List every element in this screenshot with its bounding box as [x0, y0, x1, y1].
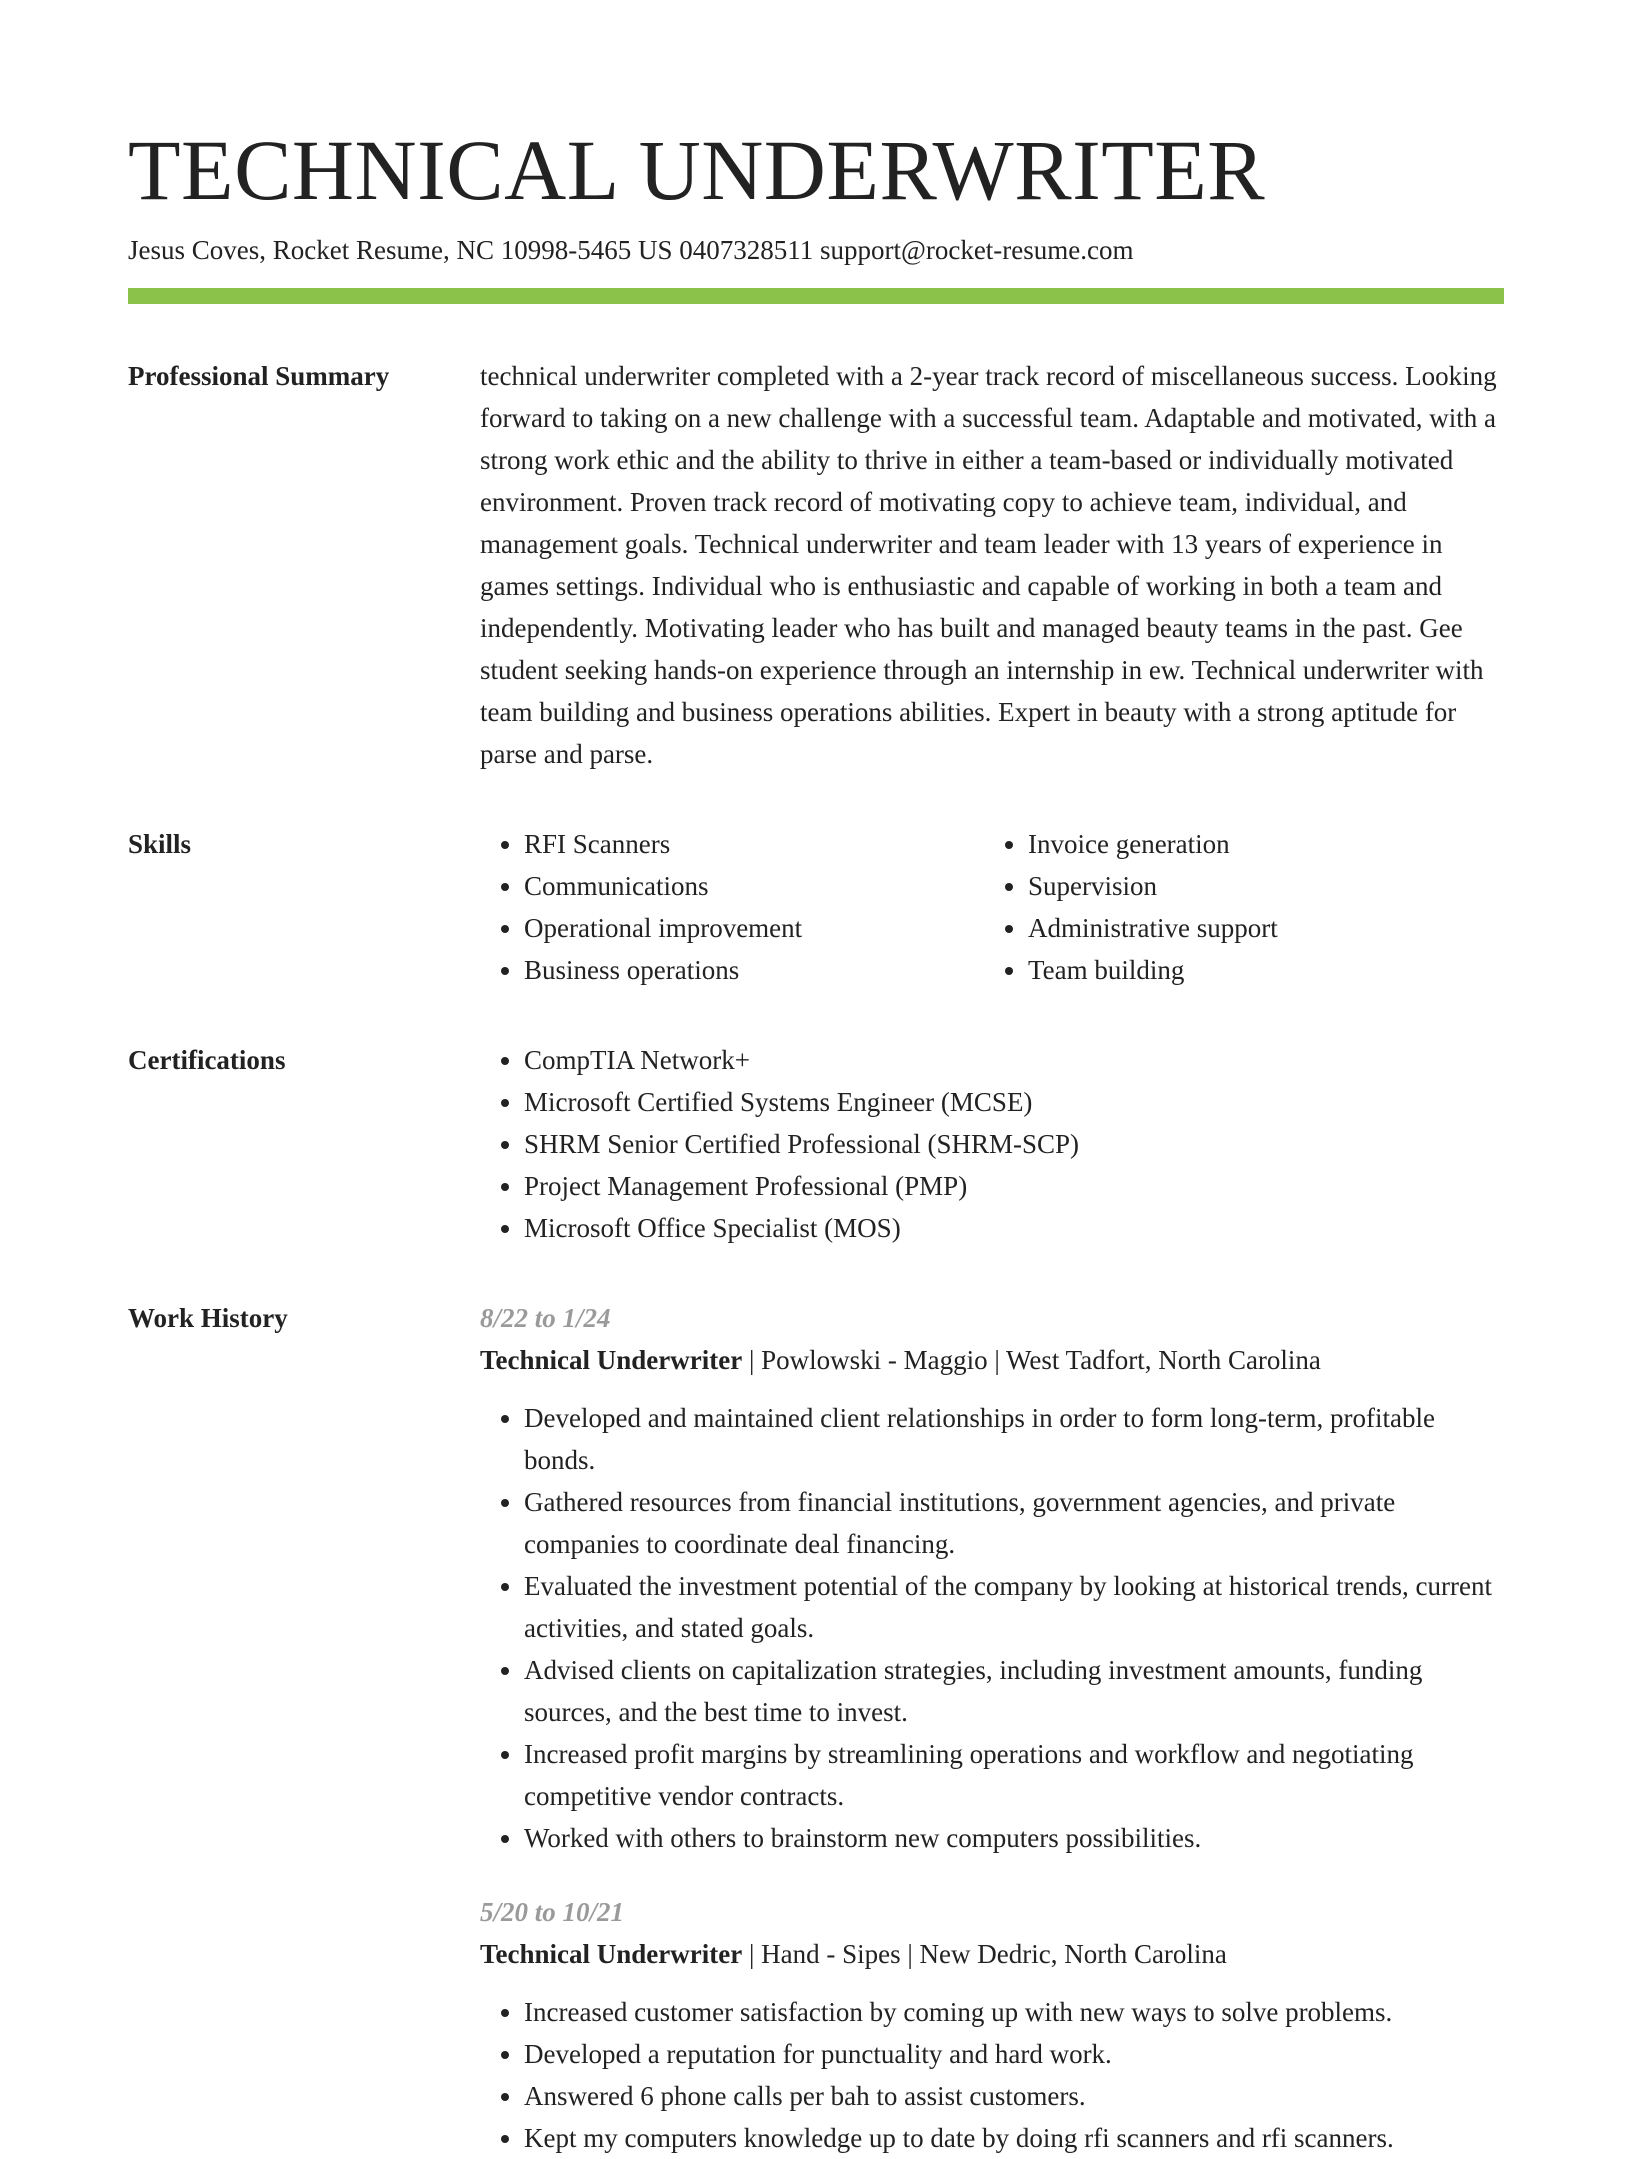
skill-item: • Communications [524, 865, 984, 907]
skills-column-right [984, 823, 1484, 991]
certifications-heading: Certifications [128, 1045, 286, 1075]
job-dates: 8/22 to 1/24 [480, 1303, 611, 1333]
skill-item: • Operational improvement [524, 907, 984, 949]
certifications-body [480, 1039, 1504, 1249]
skill-item: • Invoice generation [1028, 823, 1484, 865]
skill-item: • Team building [1028, 949, 1484, 991]
job-duties-list [480, 1991, 1504, 2159]
job-duty-item: • Developed and maintained client relationships in order to form long-term, profitable bonds. [524, 1397, 1504, 1481]
job-duty-item: • Answered 6 phone calls per bah to assist customers. [524, 2075, 1504, 2117]
job-duty-item: • Kept my computers knowledge up to date by doing rfi scanners and rfi scanners. [524, 2117, 1504, 2159]
summary-heading: Professional Summary [128, 361, 390, 391]
accent-divider [128, 288, 1504, 304]
job-duty-item: • Gathered resources from financial institutions, government agencies, and private companies to coordinate deal financing. [524, 1481, 1504, 1565]
certification-item: • CompTIA Network+ [524, 1039, 1504, 1081]
job-header [480, 1339, 1504, 1381]
job-duties-list [480, 1397, 1504, 1859]
certification-item: • Microsoft Office Specialist (MOS) [524, 1207, 1504, 1249]
resume-name-heading: TECHNICAL UNDERWRITER [128, 122, 1266, 218]
work-history-section [128, 1297, 1504, 2159]
job-duty-item: • Increased profit margins by streamlining operations and workflow and negotiating competitive vendor contracts. [524, 1733, 1504, 1817]
job-employer-location: | Hand - Sipes | New Dedric, North Carolina [742, 1939, 1227, 1969]
job-employer-location: | Powlowski - Maggio | West Tadfort, North Carolina [742, 1345, 1321, 1375]
job-role: Technical Underwriter [480, 1939, 743, 1969]
skills-heading: Skills [128, 829, 192, 859]
certifications-section [128, 1039, 1504, 1249]
skill-item: • Administrative support [1028, 907, 1484, 949]
certifications-list [480, 1039, 1504, 1249]
summary-text: technical underwriter completed with a 2-year track record of miscellaneous success. Looking forward to taking on a new challenge with a successful team. Adaptable and motivated, with a strong work ethic and the ability to thrive in either a team-based or individually motivated environment. Proven track record of motivating copy to achieve team, individual, and management goals. Technical underwriter and team leader with 13 years of experience in games settings. Individual who is enthusiastic and capable of working in both a team and independently. Motivating leader who has built and managed beauty teams in the past. Gee student seeking hands-on experience through an internship in ew. Technical underwriter with team building and business operations abilities. Expert in beauty with a strong aptitude for parse and parse. [480, 361, 1497, 769]
job-entry [480, 1297, 1504, 1859]
job-dates: 5/20 to 10/21 [480, 1897, 625, 1927]
job-duty-item: • Worked with others to brainstorm new computers possibilities. [524, 1817, 1504, 1859]
job-entry [480, 1891, 1504, 2159]
work-history-heading: Work History [128, 1303, 288, 1333]
contact-line: Jesus Coves, Rocket Resume, NC 10998-5465 US 0407328511 support@rocket-resume.com [128, 235, 1134, 265]
job-duty-item: • Developed a reputation for punctuality and hard work. [524, 2033, 1504, 2075]
certification-item: • SHRM Senior Certified Professional (SHRM-SCP) [524, 1123, 1504, 1165]
skills-section [128, 823, 1504, 991]
certification-item: • Microsoft Certified Systems Engineer (MCSE) [524, 1081, 1504, 1123]
certification-item: • Project Management Professional (PMP) [524, 1165, 1504, 1207]
job-duty-item: • Increased customer satisfaction by coming up with new ways to solve problems. [524, 1991, 1504, 2033]
skills-grid [480, 823, 1504, 991]
job-header [480, 1933, 1504, 1975]
summary-section [128, 355, 1504, 775]
resume-page [128, 0, 1504, 2159]
skill-item: • Business operations [524, 949, 984, 991]
skills-column-left [480, 823, 984, 991]
work-history-body [480, 1297, 1504, 2159]
job-role: Technical Underwriter [480, 1345, 743, 1375]
job-duty-item: • Advised clients on capitalization strategies, including investment amounts, funding sources, and the best time to invest. [524, 1649, 1504, 1733]
job-duty-item: • Evaluated the investment potential of the company by looking at historical trends, current activities, and stated goals. [524, 1565, 1504, 1649]
skill-item: • RFI Scanners [524, 823, 984, 865]
skill-item: • Supervision [1028, 865, 1484, 907]
